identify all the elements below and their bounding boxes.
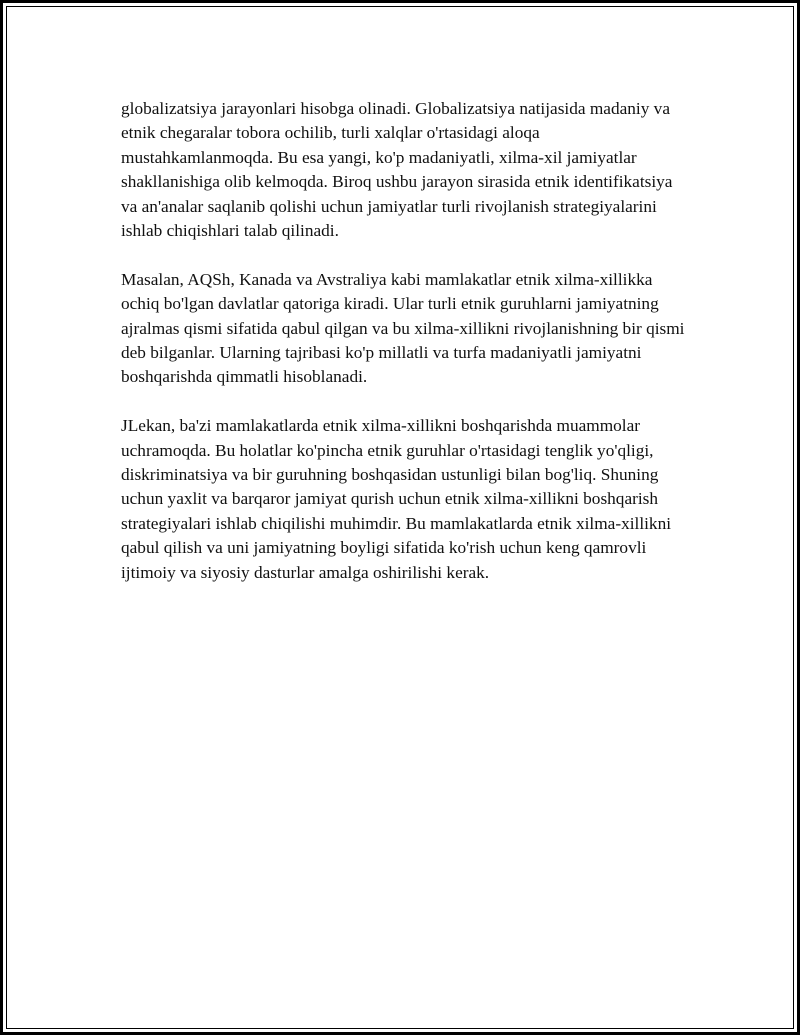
paragraph-3: JLekan, ba'zi mamlakatlarda etnik xilma-xillikni boshqarishda muammolar uchramoqda. Bu holatlar ko'pincha etnik guruhlar o'rtasidagi tenglik yo'qligi, diskriminatsiya va bir guruhning boshqasidan ustunligi bilan bog'liq. Shuning uchun yaxlit va barqaror jamiyat qurish uchun etnik xilma-xillikni boshqarish strategiyalari ishlab chiqilishi muhimdir. Bu mamlakatlarda etnik xilma-xillikni qabul qilish va uni jamiyatning boyligi sifatida ko'rish uchun keng qamrovli ijtimoiy va siyosiy dasturlar amalga oshirilishi kerak. bbox=[121, 416, 672, 582]
paragraph-1: globalizatsiya jarayonlari hisobga olinadi. Globalizatsiya natijasida madaniy va etnik chegaralar tobora ochilib, turli xalqlar o'rtasidagi aloqa mustahkamlanmoqda. Bu esa yangi, ko'p madaniyatli, xilma-xil jamiyatlar shakllanishiga olib kelmoqda. Biroq ushbu jarayon sirasida etnik identifikatsiya va an'analar saqlanib qolishi uchun jamiyatlar turli rivojlanish strategiyalarini ishlab chiqishlari talab qilinadi. bbox=[121, 99, 673, 241]
paragraph-2: Masalan, AQSh, Kanada va Avstraliya kabi mamlakatlar etnik xilma-xillikka ochiq bo'lgan davlatlar qatoriga kiradi. Ular turli etnik guruhlarni jamiyatning ajralmas qismi sifatida qabul qilgan va bu xilma-xillikni rivojlanishning bir qismi deb bilganlar. Ularning tajribasi ko'p millatli va turfa madaniyatli jamiyatni boshqarishda qimmatli hisoblanadi. bbox=[121, 269, 685, 387]
document-body bbox=[121, 97, 691, 609]
